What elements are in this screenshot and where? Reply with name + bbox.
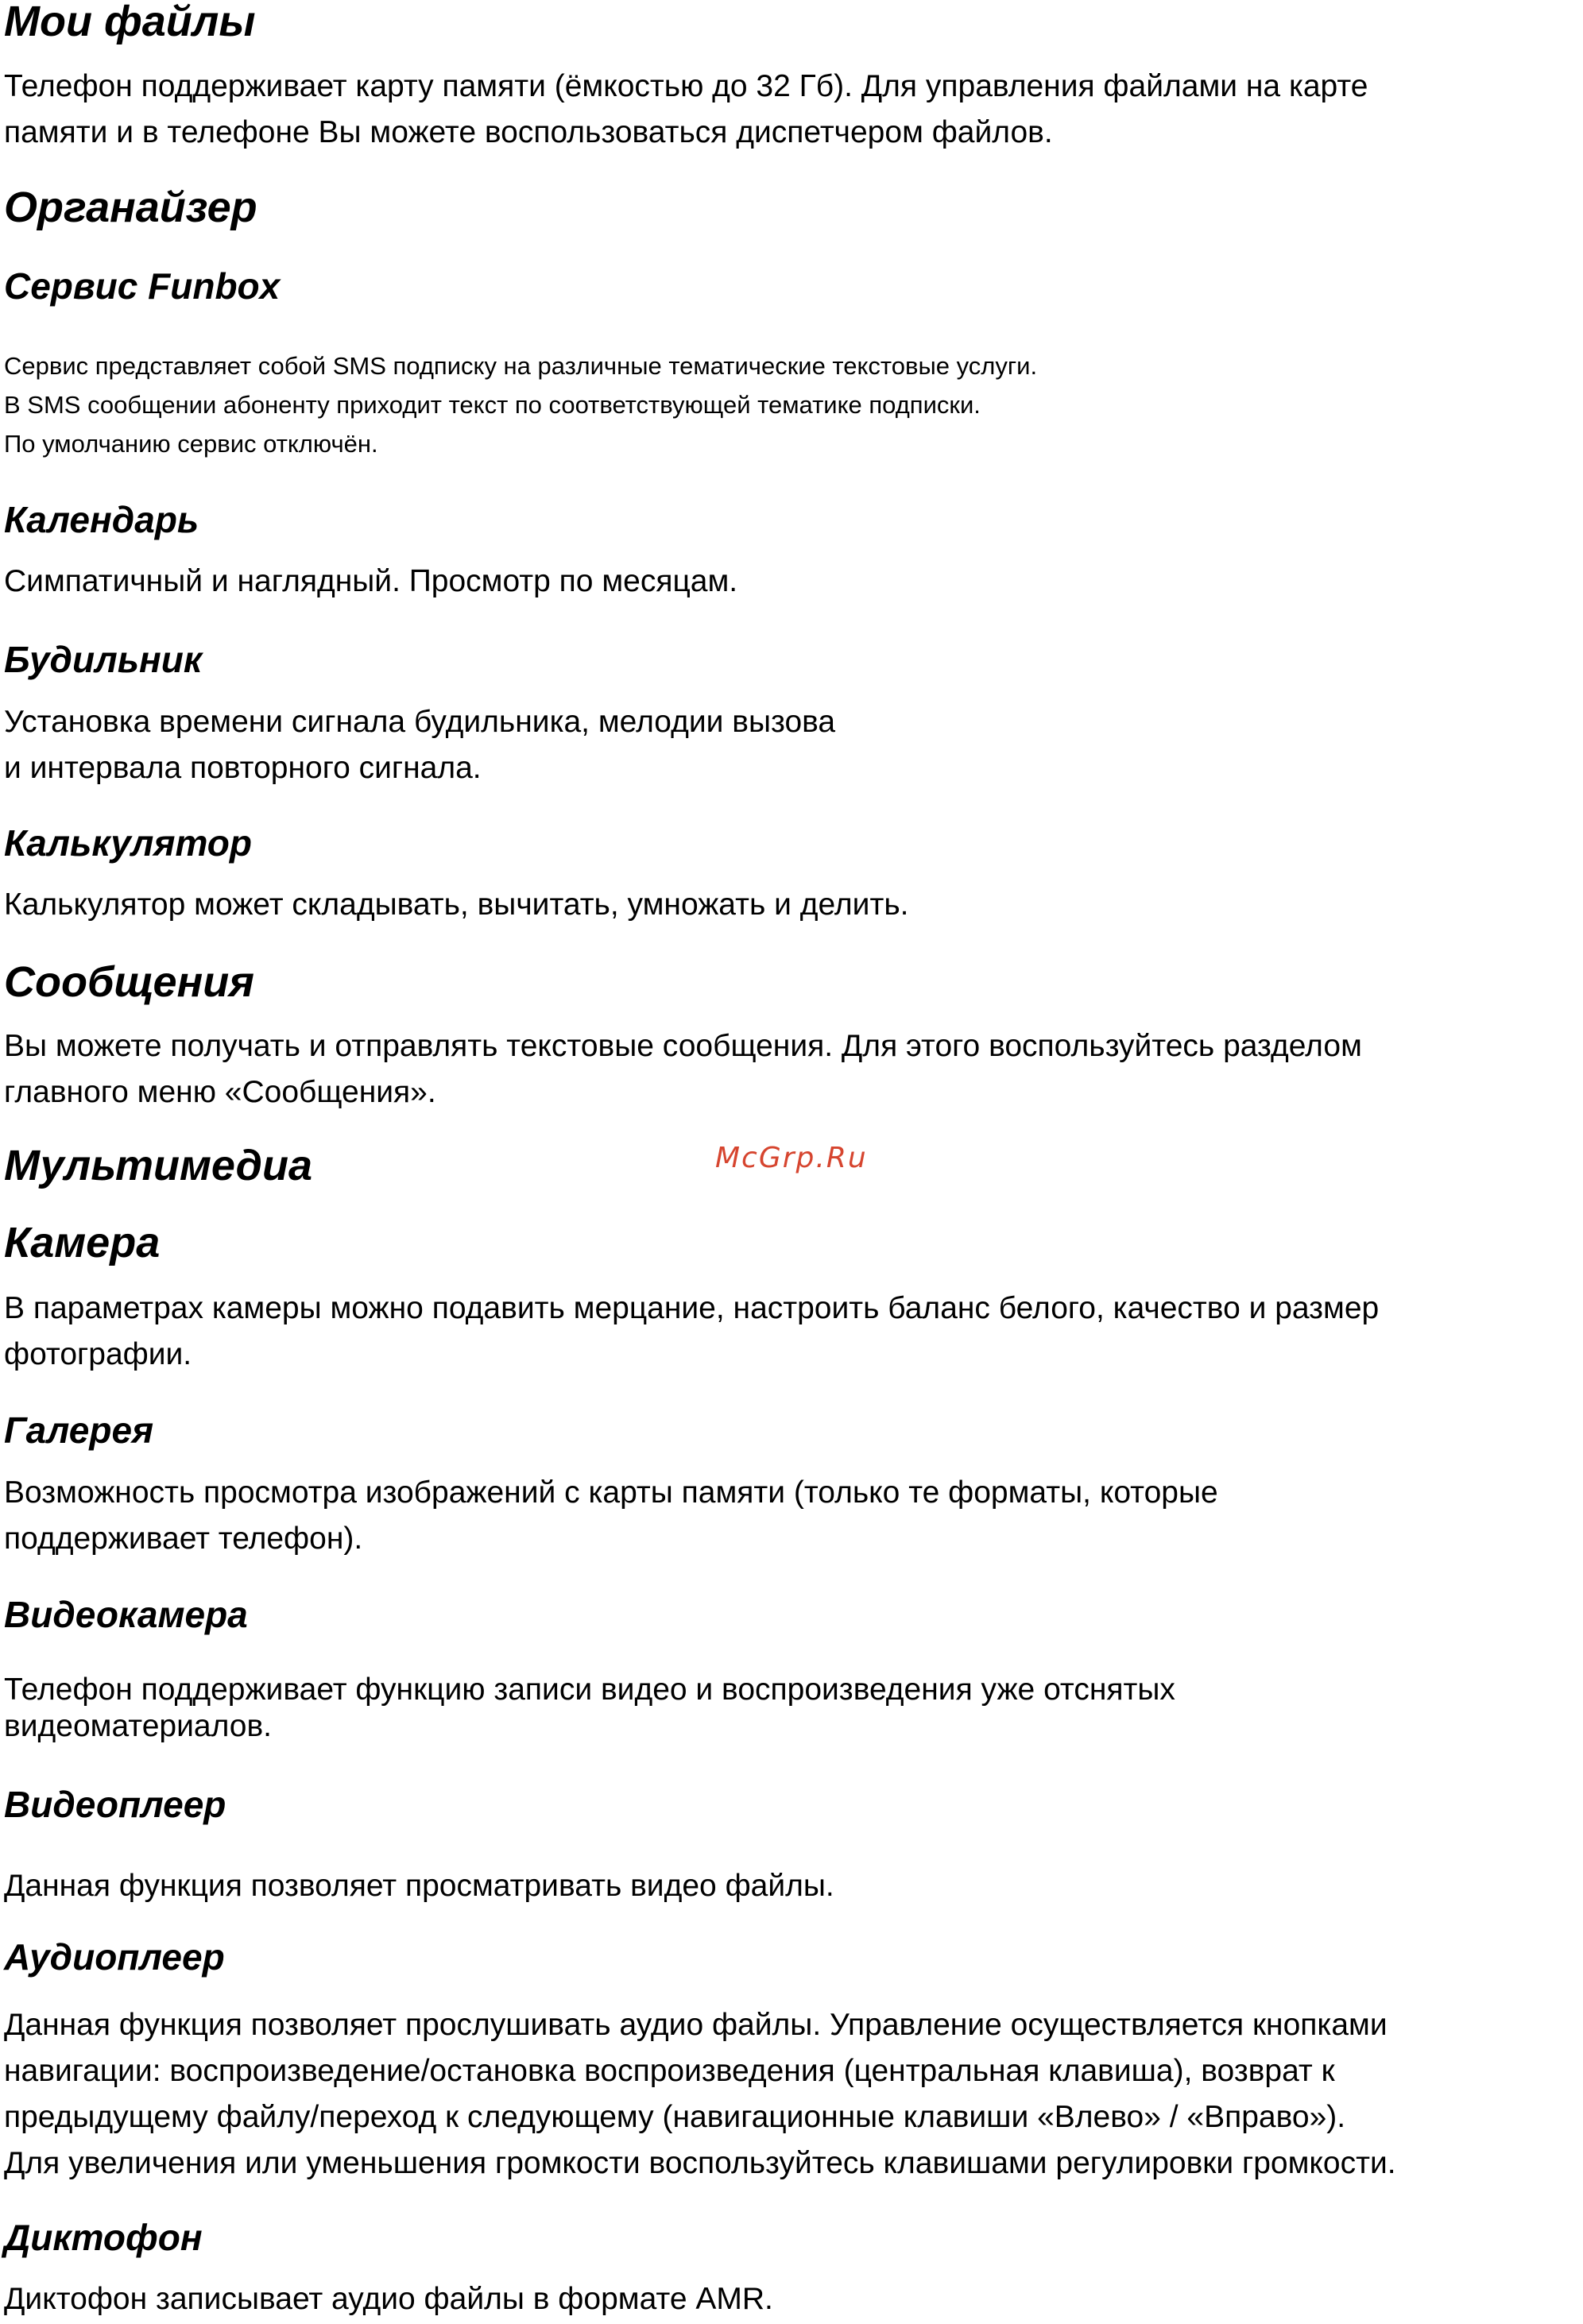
paragraph-funbox (4, 346, 1037, 463)
text-line: памяти и в телефоне Вы можете воспользоваться диспетчером файлов. (4, 115, 1053, 149)
text-line: Сервис представляет собой SMS подписку на различные тематические текстовые услуги. (4, 352, 1038, 380)
text-line: Калькулятор может складывать, вычитать, умножать и делить. (4, 887, 909, 922)
text-line: Данная функция позволяет просматривать видео файлы. (4, 1869, 834, 1903)
text-line: видеоматериалов. (4, 1709, 273, 1743)
watermark: McGrp.Ru (715, 1142, 868, 1174)
heading-audioplayer: Аудиоплеер (4, 1936, 225, 1978)
text-line: Вы можете получать и отправлять текстовые сообщения. Для этого воспользуйтесь разделом (4, 1029, 1362, 1063)
paragraph-dictaphone (4, 2276, 773, 2322)
text-line: В параметрах камеры можно подавить мерцание, настроить баланс белого, качество и размер (4, 1291, 1380, 1325)
text-line: Данная функция позволяет прослушивать аудио файлы. Управление осуществляется кнопками (4, 2008, 1388, 2042)
text-line: Возможность просмотра изображений с карты памяти (только те форматы, которые (4, 1475, 1218, 1510)
heading-messages: Сообщения (4, 958, 254, 1006)
paragraph-audioplayer (4, 2002, 1396, 2187)
paragraph-videocamera (4, 1672, 1175, 1745)
paragraph-gallery (4, 1470, 1218, 1562)
paragraph-alarm (4, 699, 835, 791)
paragraph-my-files (4, 64, 1368, 156)
text-line: По умолчанию сервис отключён. (4, 430, 378, 458)
paragraph-messages (4, 1023, 1362, 1116)
text-line: и интервала повторного сигнала. (4, 751, 482, 785)
text-line: фотографии. (4, 1337, 192, 1371)
paragraph-calculator (4, 882, 908, 928)
text-line: Телефон поддерживает карту памяти (ёмкостью до 32 Гб). Для управления файлами на карте (4, 69, 1368, 103)
text-line: главного меню «Сообщения». (4, 1075, 436, 1109)
paragraph-videoplayer (4, 1863, 834, 1909)
heading-funbox: Сервис Funbox (4, 265, 281, 307)
paragraph-calendar (4, 559, 737, 605)
text-line: навигации: воспроизведение/остановка воспроизведения (центральная клавиша), возврат к (4, 2054, 1335, 2088)
paragraph-camera (4, 1286, 1379, 1378)
heading-my-files: Мои файлы (4, 0, 256, 45)
heading-dictaphone: Диктофон (4, 2217, 203, 2258)
heading-videoplayer: Видеоплеер (4, 1784, 226, 1825)
heading-camera: Камера (4, 1219, 161, 1266)
text-line: поддерживает телефон). (4, 1522, 363, 1556)
heading-videocamera: Видеокамера (4, 1594, 248, 1635)
heading-alarm: Будильник (4, 639, 203, 680)
heading-gallery: Галерея (4, 1409, 154, 1451)
text-line: Установка времени сигнала будильника, мелодии вызова (4, 705, 836, 739)
text-line: Диктофон записывает аудио файлы в формате AMR. (4, 2282, 773, 2316)
text-line: Для увеличения или уменьшения громкости воспользуйтесь клавишами регулировки громкости. (4, 2146, 1396, 2180)
heading-calculator: Калькулятор (4, 822, 253, 864)
heading-organizer: Органайзер (4, 184, 257, 231)
text-line: предыдущему файлу/переход к следующему (навигационные клавиши «Влево» / «Вправо»). (4, 2100, 1346, 2134)
heading-multimedia: Мультимедиа (4, 1142, 313, 1189)
text-line: В SMS сообщении абоненту приходит текст по соответствующей тематике подписки. (4, 391, 981, 419)
heading-calendar: Календарь (4, 499, 199, 540)
text-line: Телефон поддерживает функцию записи видео и воспроизведения уже отснятых (4, 1672, 1175, 1707)
text-line: Симпатичный и наглядный. Просмотр по месяцам. (4, 564, 738, 598)
